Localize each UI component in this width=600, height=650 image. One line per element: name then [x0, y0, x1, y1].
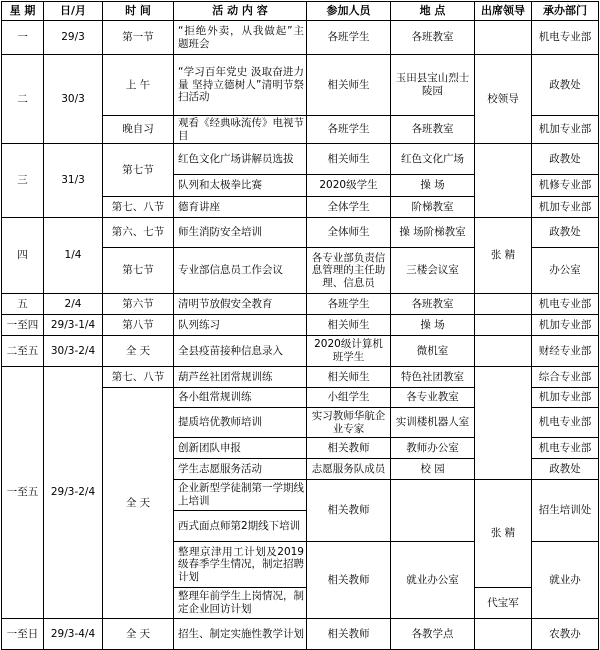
table-row — [2, 619, 599, 650]
activity-cell: 提质培优教师培训 — [174, 408, 307, 438]
location-cell: 实训楼机器人室 — [391, 408, 475, 438]
participants-cell: 志愿服务队成员 — [307, 459, 391, 480]
time-cell: 全 天 — [103, 336, 174, 367]
activity-cell: 葫芦丝社团常规训练 — [174, 367, 307, 388]
department-cell: 政教处 — [532, 55, 599, 116]
activity-cell: 全县疫苗接种信息录入 — [174, 336, 307, 367]
header-cell: 承办部门 — [532, 2, 599, 21]
department-cell: 机电专业部 — [532, 408, 599, 438]
location-cell: 就业办公室 — [391, 542, 475, 619]
participants-cell: 全体学生 — [307, 197, 391, 218]
leader-cell — [475, 367, 532, 480]
participants-cell: 相关师生 — [307, 367, 391, 388]
department-cell: 政教处 — [532, 459, 599, 480]
participants-cell: 相关教师 — [307, 480, 391, 542]
leader-cell — [475, 336, 532, 367]
table-row — [2, 294, 599, 315]
participants-cell: 2020级计算机班学生 — [307, 336, 391, 367]
department-cell: 机修专业部 — [532, 175, 599, 197]
location-cell: 特色社团教室 — [391, 367, 475, 388]
leader-cell: 张 精 — [475, 480, 532, 588]
activity-cell: 学生志愿服务活动 — [174, 459, 307, 480]
participants-cell: 相关师生 — [307, 55, 391, 116]
location-cell: 教师办公室 — [391, 438, 475, 459]
weekday-cell: 二 — [2, 55, 44, 144]
schedule-sheet — [1, 1, 599, 650]
activity-cell: 观看《经典咏流传》电视节目 — [174, 116, 307, 144]
weekday-cell: 三 — [2, 144, 44, 218]
department-cell: 政教处 — [532, 218, 599, 248]
date-cell: 29/3 — [44, 21, 103, 55]
activity-cell: 创新团队申报 — [174, 438, 307, 459]
department-cell: 农教办 — [532, 619, 599, 650]
location-cell: 操 场阶梯教室 — [391, 218, 475, 248]
header-cell: 日/月 — [44, 2, 103, 21]
location-cell: 操 场 — [391, 175, 475, 197]
department-cell: 办公室 — [532, 248, 599, 294]
department-cell: 机加专业部 — [532, 388, 599, 408]
time-cell: 全 天 — [103, 619, 174, 650]
date-cell: 29/3-4/4 — [44, 619, 103, 650]
header-cell: 星 期 — [2, 2, 44, 21]
leader-cell — [475, 21, 532, 55]
header-cell: 地 点 — [391, 2, 475, 21]
activity-cell: 专业部信息员工作会议 — [174, 248, 307, 294]
participants-cell: 相关教师 — [307, 542, 391, 619]
activity-cell: 整理年前学生上岗情况，制定企业回访计划 — [174, 588, 307, 619]
activity-cell: 队列和太极拳比赛 — [174, 175, 307, 197]
time-cell: 晚自习 — [103, 116, 174, 144]
header-cell: 出席领导 — [475, 2, 532, 21]
location-cell: 红色文化广场 — [391, 144, 475, 175]
participants-cell: 全体师生 — [307, 218, 391, 248]
participants-cell: 2020级学生 — [307, 175, 391, 197]
department-cell: 机电专业部 — [532, 294, 599, 315]
weekday-cell: 二至五 — [2, 336, 44, 367]
time-cell: 全 天 — [103, 388, 174, 619]
leader-cell — [475, 294, 532, 315]
table-row — [2, 367, 599, 388]
department-cell: 机加专业部 — [532, 197, 599, 218]
date-cell: 29/3-2/4 — [44, 367, 103, 619]
activity-cell: 红色文化广场讲解员选拔 — [174, 144, 307, 175]
header-row — [2, 2, 599, 21]
leader-cell: 代宝军 — [475, 588, 532, 619]
leader-cell — [475, 619, 532, 650]
date-cell: 1/4 — [44, 218, 103, 294]
activity-cell: 招生、制定实施性教学计划 — [174, 619, 307, 650]
participants-cell: 相关教师 — [307, 619, 391, 650]
participants-cell: 各专业部负责信息管理的主任助理、信息员 — [307, 248, 391, 294]
location-cell — [391, 480, 475, 542]
weekday-cell: 四 — [2, 218, 44, 294]
department-cell: 机加专业部 — [532, 315, 599, 336]
participants-cell: 相关师生 — [307, 315, 391, 336]
leader-cell: 张 精 — [475, 218, 532, 294]
location-cell: 各教学点 — [391, 619, 475, 650]
table-row — [2, 21, 599, 55]
activity-cell: 师生消防安全培训 — [174, 218, 307, 248]
time-cell: 第七节 — [103, 144, 174, 197]
department-cell: 机电专业部 — [532, 438, 599, 459]
header-cell: 活 动 内 容 — [174, 2, 307, 21]
department-cell: 就业办 — [532, 542, 599, 619]
location-cell: 各班教室 — [391, 294, 475, 315]
activity-cell: “拒绝外卖，从我做起”主题班会 — [174, 21, 307, 55]
location-cell: 操 场 — [391, 315, 475, 336]
location-cell: 各班教室 — [391, 21, 475, 55]
location-cell: 阶梯教室 — [391, 197, 475, 218]
date-cell: 2/4 — [44, 294, 103, 315]
date-cell: 30/3 — [44, 55, 103, 144]
date-cell: 31/3 — [44, 144, 103, 218]
weekday-cell: 一至四 — [2, 315, 44, 336]
time-cell: 第六节 — [103, 294, 174, 315]
table-row — [2, 144, 599, 175]
time-cell: 第七、八节 — [103, 197, 174, 218]
leader-cell: 校领导 — [475, 55, 532, 144]
participants-cell: 各班学生 — [307, 116, 391, 144]
location-cell: 各班教室 — [391, 116, 475, 144]
location-cell: 三楼会议室 — [391, 248, 475, 294]
table-row — [2, 218, 599, 248]
department-cell: 政教处 — [532, 144, 599, 175]
table-row — [2, 315, 599, 336]
leader-cell — [475, 144, 532, 218]
activity-cell: 各小组常规训练 — [174, 388, 307, 408]
date-cell: 29/3-1/4 — [44, 315, 103, 336]
participants-cell: 相关教师 — [307, 438, 391, 459]
table-row — [2, 336, 599, 367]
department-cell: 财经专业部 — [532, 336, 599, 367]
activity-cell: “学习百年党史 汲取奋进力量 坚持立德树人”清明节祭扫活动 — [174, 55, 307, 116]
location-cell: 各专业教室 — [391, 388, 475, 408]
participants-cell: 小组学生 — [307, 388, 391, 408]
activity-cell: 整理京津用工计划及2019级春季学生情况，制定招聘计划 — [174, 542, 307, 588]
time-cell: 第八节 — [103, 315, 174, 336]
leader-cell — [475, 315, 532, 336]
time-cell: 第七、八节 — [103, 367, 174, 388]
table-row — [2, 55, 599, 116]
department-cell: 机电专业部 — [532, 21, 599, 55]
weekday-cell: 一至日 — [2, 619, 44, 650]
activity-cell: 西式面点师第2期线下培训 — [174, 511, 307, 542]
location-cell: 玉田县宝山烈士陵园 — [391, 55, 475, 116]
date-cell: 30/3-2/4 — [44, 336, 103, 367]
location-cell: 微机室 — [391, 336, 475, 367]
participants-cell: 各班学生 — [307, 294, 391, 315]
activity-cell: 队列练习 — [174, 315, 307, 336]
time-cell: 第一节 — [103, 21, 174, 55]
header-cell: 时 间 — [103, 2, 174, 21]
weekday-cell: 一至五 — [2, 367, 44, 619]
time-cell: 第七节 — [103, 248, 174, 294]
participants-cell: 相关师生 — [307, 144, 391, 175]
weekly-schedule-table — [1, 1, 599, 650]
activity-cell: 清明节放假安全教育 — [174, 294, 307, 315]
time-cell: 第六、七节 — [103, 218, 174, 248]
weekday-cell: 五 — [2, 294, 44, 315]
header-cell: 参加人员 — [307, 2, 391, 21]
time-cell: 上 午 — [103, 55, 174, 116]
department-cell: 综合专业部 — [532, 367, 599, 388]
activity-cell: 德育讲座 — [174, 197, 307, 218]
weekday-cell: 一 — [2, 21, 44, 55]
participants-cell: 各班学生 — [307, 21, 391, 55]
activity-cell: 企业新型学徒制第一学期线上培训 — [174, 480, 307, 511]
location-cell: 校 园 — [391, 459, 475, 480]
department-cell: 机加专业部 — [532, 116, 599, 144]
participants-cell: 实习教师华航企业专家 — [307, 408, 391, 438]
department-cell: 招生培训处 — [532, 480, 599, 542]
